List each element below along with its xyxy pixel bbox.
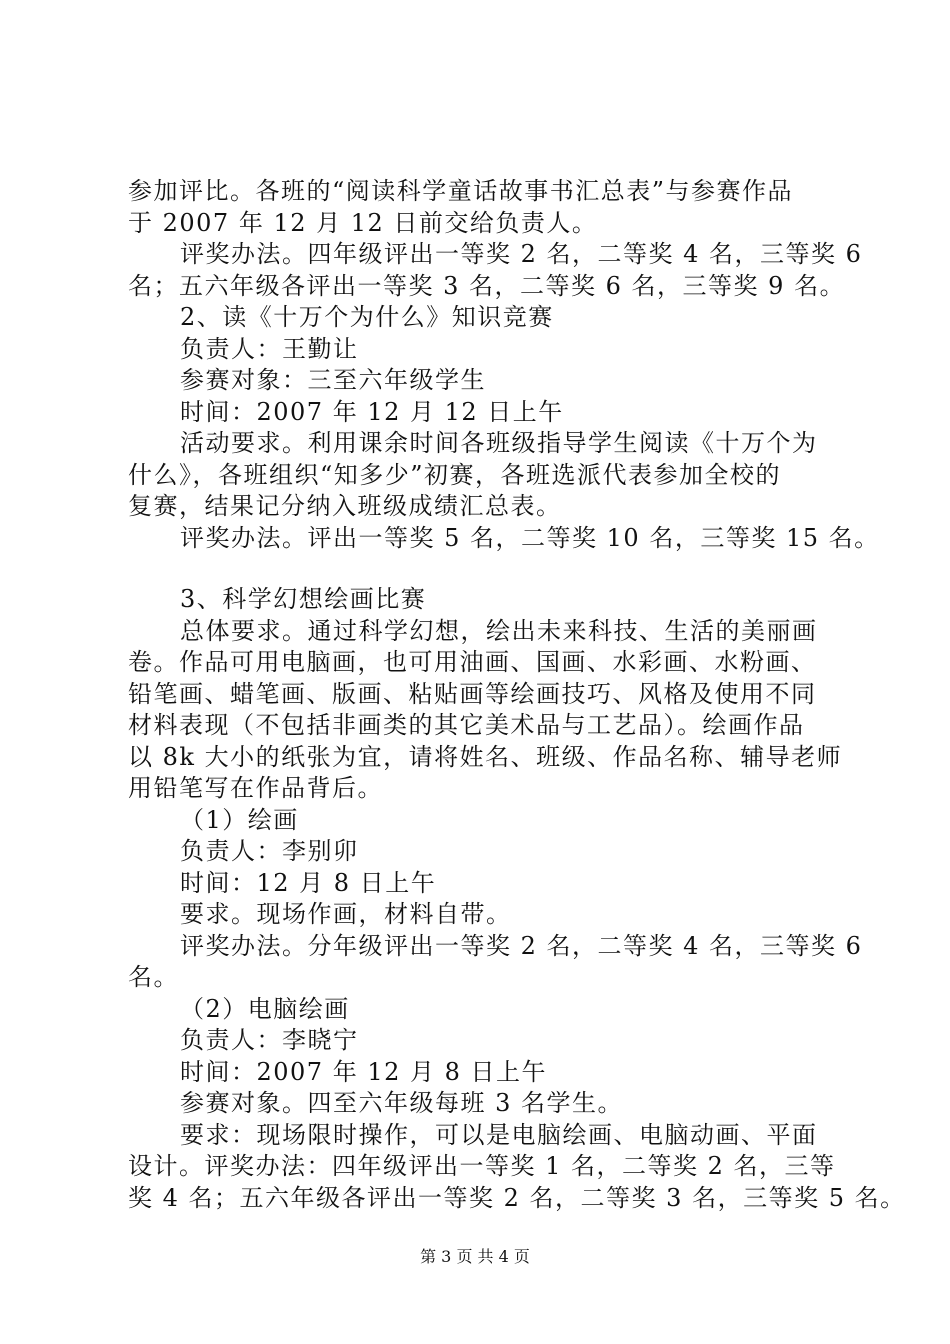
text-line: 要求：现场限时操作，可以是电脑绘画、电脑动画、平面 <box>180 1120 818 1149</box>
text-line: 评奖办法。四年级评出一等奖 2 名，二等奖 4 名，三等奖 6 <box>180 240 863 268</box>
text-line: 名；五六年级各评出一等奖 3 名，二等奖 6 名，三等奖 9 名。 <box>128 271 846 300</box>
text-line: 负责人：李别卯 <box>180 837 359 865</box>
section-gap <box>128 554 838 584</box>
text-line: 总体要求。通过科学幻想，绘出未来科技、生活的美丽画 <box>180 616 818 645</box>
text-line: 参赛对象。四至六年级每班 3 名学生。 <box>180 1089 624 1117</box>
text-line: 复赛，结果记分纳入班级成绩汇总表。 <box>128 492 562 520</box>
text-line: 负责人：王勤让 <box>180 334 359 363</box>
text-line: 时间：2007 年 12 月 8 日上午 <box>180 1057 548 1086</box>
text-line: 3、科学幻想绘画比赛 <box>180 585 427 613</box>
text-line: 活动要求。利用课余时间各班级指导学生阅读《十万个为 <box>180 429 818 457</box>
page-footer: 第 3 页 共 4 页 <box>420 1247 530 1266</box>
text-line: 用铅笔写在作品背后。 <box>128 774 383 802</box>
text-line: 参加评比。各班的“阅读科学童话故事书汇总表”与参赛作品 <box>128 177 794 205</box>
paragraph-block-b <box>128 584 906 1214</box>
text-line: 负责人：李晓宁 <box>180 1026 359 1054</box>
text-line: 以 8k 大小的纸张为宜，请将姓名、班级、作品名称、辅导老师 <box>128 742 843 771</box>
text-line: 评奖办法。评出一等奖 5 名，二等奖 10 名，三等奖 15 名。 <box>180 523 880 552</box>
text-line: 于 2007 年 12 月 12 日前交给负责人。 <box>128 208 598 237</box>
text-line: 要求。现场作画，材料自带。 <box>180 900 512 928</box>
text-line: （2）电脑绘画 <box>180 994 350 1023</box>
text-line: 时间：12 月 8 日上午 <box>180 868 437 897</box>
text-line: 参赛对象：三至六年级学生 <box>180 366 486 394</box>
text-line: 奖 4 名；五六年级各评出一等奖 2 名，二等奖 3 名，三等奖 5 名。 <box>128 1183 906 1212</box>
text-line: 什么》，各班组织“知多少”初赛，各班选派代表参加全校的 <box>128 460 782 489</box>
text-line: 设计。评奖办法：四年级评出一等奖 1 名，二等奖 2 名，三等 <box>128 1152 836 1180</box>
text-line: 卷。作品可用电脑画，也可用油画、国画、水彩画、水粉画、 <box>128 648 817 676</box>
text-line: 2、读《十万个为什么》知识竞赛 <box>180 303 554 331</box>
text-line: 材料表现（不包括非画类的其它美术品与工艺品）。绘画作品 <box>128 711 805 739</box>
text-line: （1）绘画 <box>180 805 299 834</box>
text-line: 铅笔画、蜡笔画、版画、粘贴画等绘画技巧、风格及使用不同 <box>128 679 817 708</box>
paragraph-block-a <box>128 176 880 554</box>
document-body <box>128 176 906 1214</box>
text-line: 时间：2007 年 12 月 12 日上午 <box>180 397 564 426</box>
text-line: 名。 <box>128 963 179 991</box>
text-line: 评奖办法。分年级评出一等奖 2 名，二等奖 4 名，三等奖 6 <box>180 931 863 960</box>
